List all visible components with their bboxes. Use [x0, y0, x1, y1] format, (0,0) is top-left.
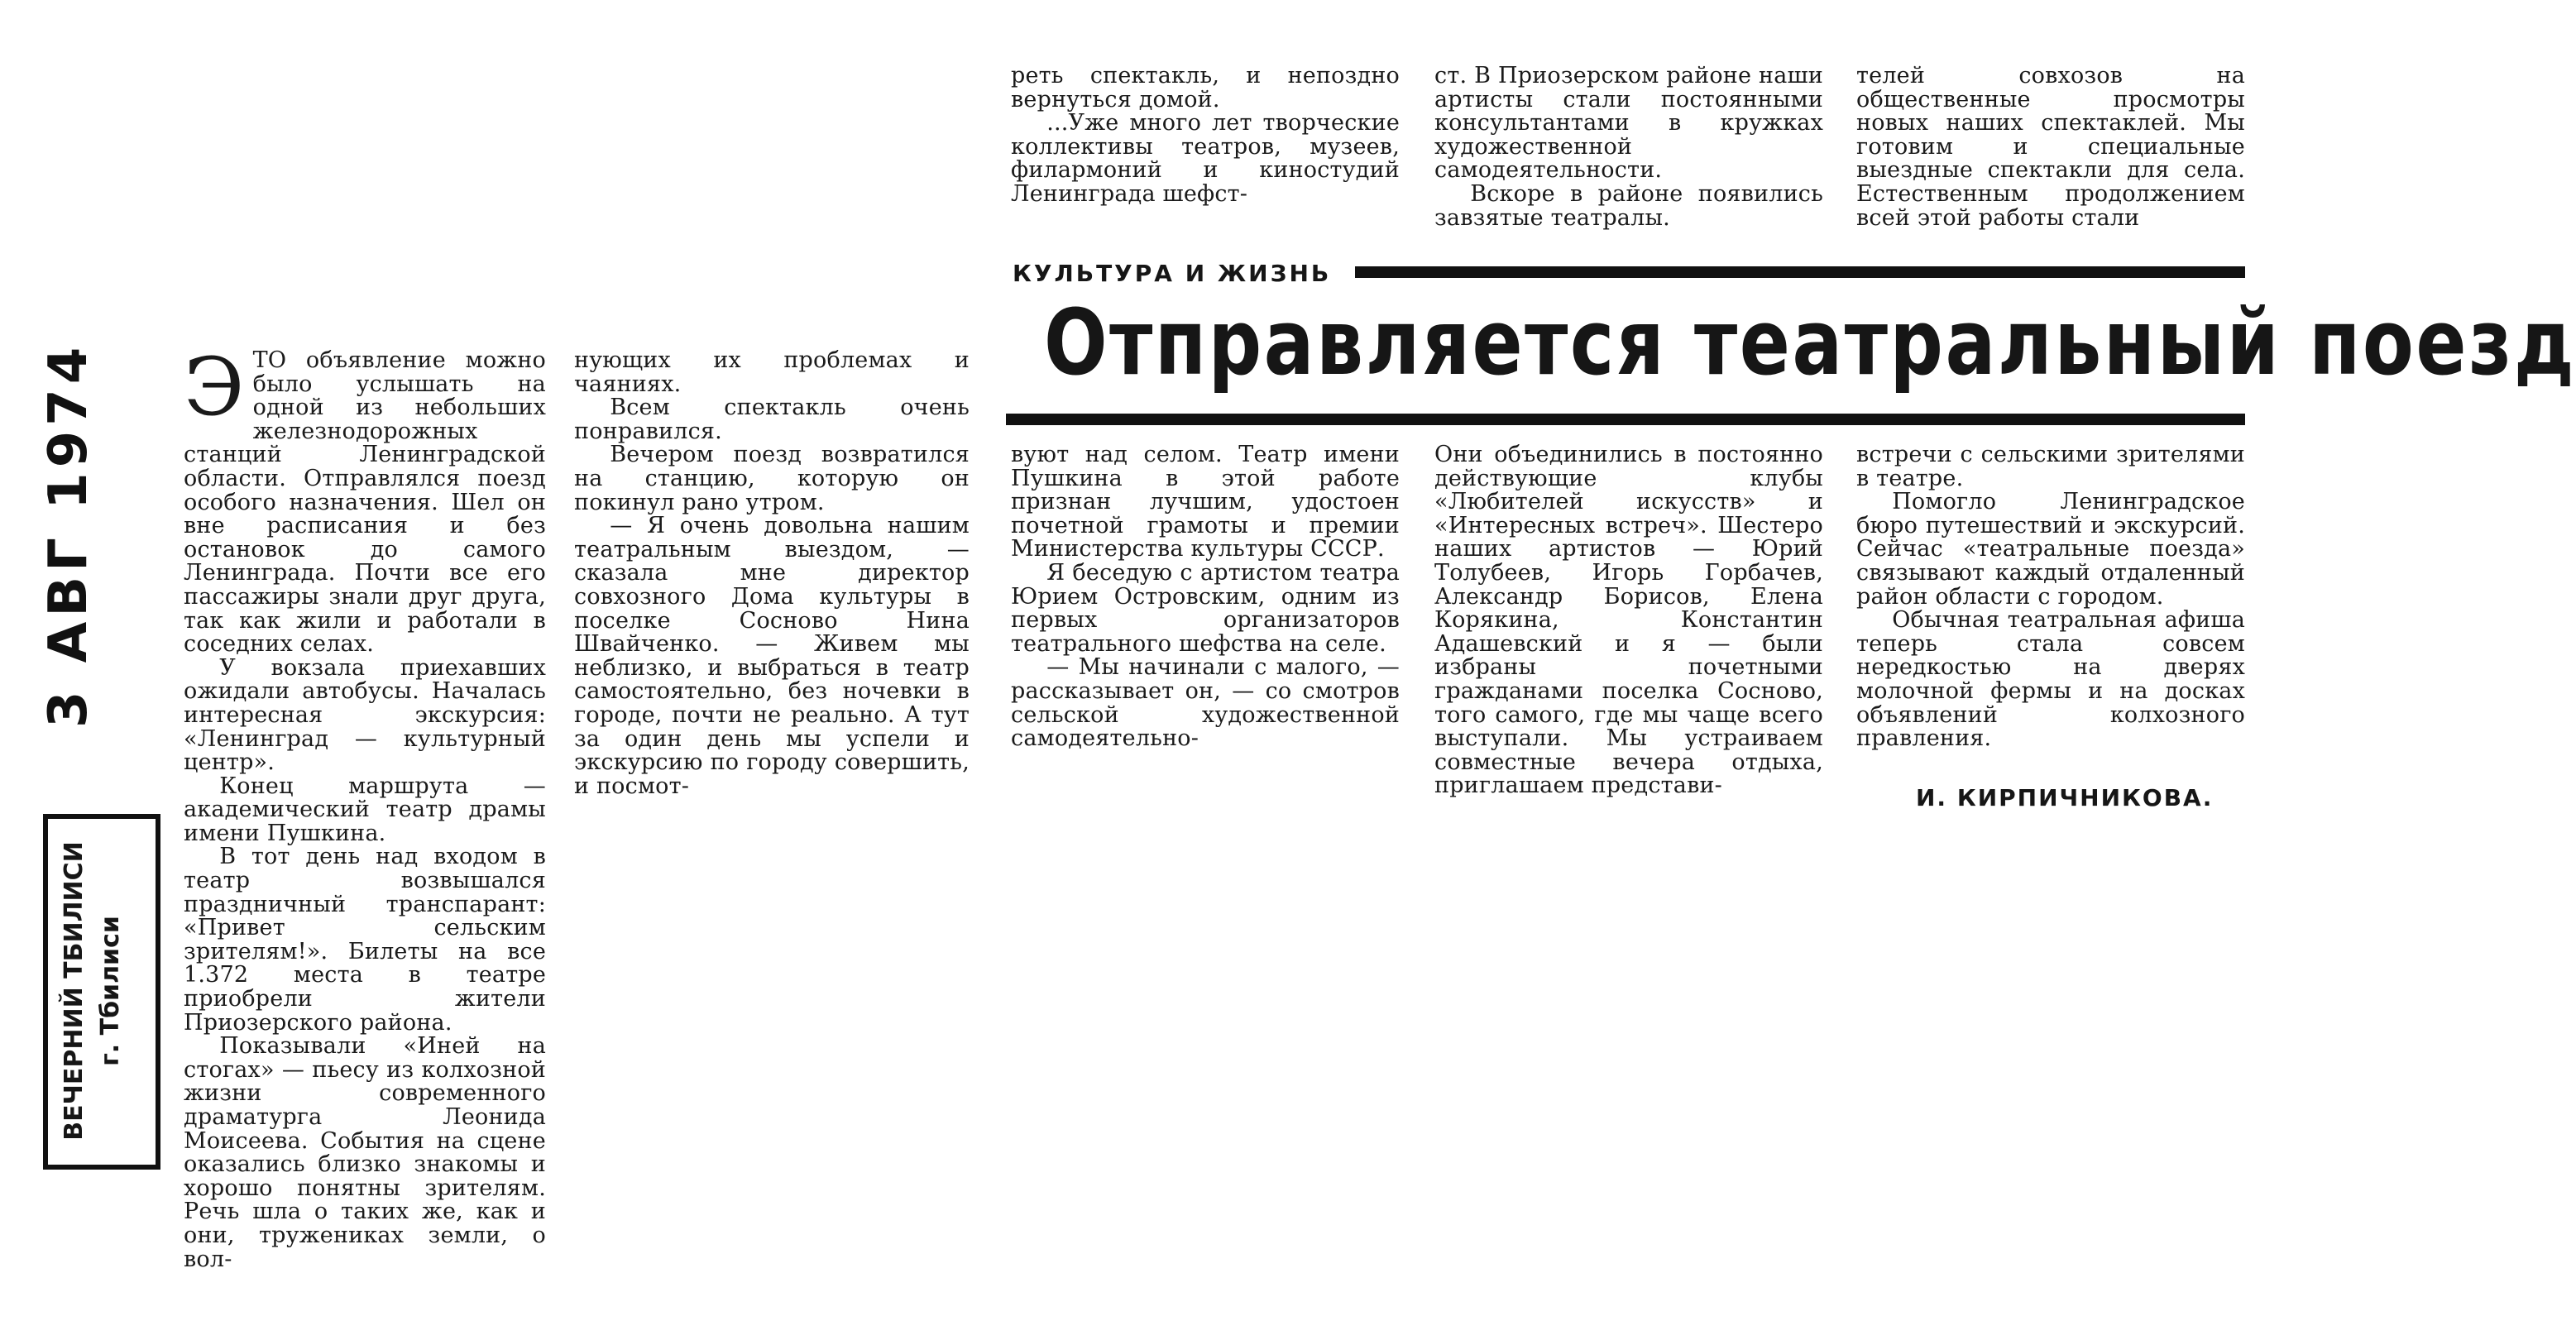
paragraph: В тот день над входом в театр возвышался праздничный транспарант: «Привет сельским зрителям!». Билеты на все 1.372 места в театре приобрели жители Приозерского района. [184, 844, 546, 1036]
paragraph: У вокзала приехавших ожидали автобусы. Началась интересная экскурсия: «Ленинград — культурный центр». [184, 654, 546, 776]
paragraph: — Мы начинали с малого, — рассказывает он, — со смотров сельской художественной самодеятельно- [1011, 654, 1400, 752]
paragraph: Конец маршрута — академический театр драмы имени Пушкина. [184, 773, 546, 846]
source-stamp-line2: г. Тбилиси [96, 916, 125, 1066]
paragraph: ТО объявление можно было услышать на одной из небольших железнодорожных станций Ленинградской области. Отправлялся поезд особого назначения. Шел он вне расписания и без остановок до самого Ленинграда. Почти все его пассажиры знали друг друга, так как жили и работали в соседних селах. [184, 347, 546, 658]
article-column-3-bottom [1011, 443, 1400, 840]
paragraph: Обычная театральная афиша теперь стала совсем нередкостью на дверях молочной фермы и на досках объявлений колхозного правления. [1856, 607, 2245, 752]
paragraph: Я беседую с артистом театра Юрием Островским, одним из первых организаторов театрального шефства на селе. [1011, 559, 1400, 657]
paragraph: ст. В Приозерском районе наши артисты стали постоянными консультантами в кружках художественной самодеятельности. [1434, 63, 1823, 184]
article-column-5-bottom [1856, 443, 2245, 774]
paragraph: Они объединились в постоянно действующие клубы «Любителей искусств» и «Интересных встреч». Шестеро наших артистов — Юрий Толубеев, Игорь Горбачев, Александр Борисов, Елена Корякина, Константин Адашевский и я — были избраны почетными гражданами поселка Сосново, того самого, где мы чаще всего выступали. Мы устраиваем совместные вечера отдыха, приглашаем представи- [1434, 442, 1823, 799]
article-column-3-top [1011, 65, 1400, 246]
source-stamp [43, 814, 160, 1170]
paragraph: вуют над селом. Театр имени Пушкина в этой работе признан лучшим, удостоен почетной грамоты и премии Министерства культуры СССР. [1011, 442, 1400, 562]
paragraph: Вскоре в районе появились завзятые театралы. [1434, 180, 1823, 231]
paragraph: Показывали «Иней на стогах» — пьесу из колхозной жизни современного драматурга Леонида Моисеева. События на сцене оказались близко знакомы и хорошо понятны зрителям. Речь шла о таких же, как и они, тружениках земли, о вол- [184, 1033, 546, 1272]
article-column-2 [574, 349, 970, 845]
paragraph: реть спектакль, и непоздно вернуться домой. [1011, 63, 1400, 112]
article-column-5-top [1856, 65, 2245, 246]
section-rubric: КУЛЬТУРА И ЖИЗНЬ [1013, 260, 1332, 287]
date-stamp: 3 АВГ 1974 [38, 342, 99, 728]
article-column-1 [184, 341, 546, 1302]
paragraph: Всем спектакль очень понравился. [574, 395, 970, 444]
paragraph: встречи с сельскими зрителями в театре. [1856, 442, 2245, 491]
rubric-rule [1355, 266, 2245, 278]
paragraph: — Я очень довольна нашим театральным выездом, — сказала мне директор совхозного Дома культуры в поселке Сосново Нина Швайченко. — Живем мы неблизко, и выбраться в театр самостоятельно, без ночевки в городе, почти не реально. А тут за один день мы успели и экскурсию по городу совершить, и посмот- [574, 513, 970, 799]
headline-rule [1006, 414, 2245, 425]
paragraph: телей совхозов на общественные просмотры новых наших спектаклей. Мы готовим и специальные выездные спектакли для села. Естественным продолжением всей этой работы стали [1856, 63, 2245, 231]
author-signature: И. КИРПИЧНИКОВА. [1916, 784, 2214, 811]
paragraph: Помогло Ленинградское бюро путешествий и экскурсий. Сейчас «театральные поезда» связывают каждый отдаленный район области с городом. [1856, 489, 2245, 610]
source-stamp-line1: ВЕЧЕРНИЙ ТБИЛИСИ [60, 841, 89, 1141]
paragraph: Вечером поезд возвратился на станцию, которую он покинул рано утром. [574, 442, 970, 515]
article-column-4-top [1434, 65, 1823, 246]
drop-cap: Э [184, 341, 245, 433]
article-column-4-bottom [1434, 443, 1823, 840]
source-stamp-text [56, 834, 129, 1148]
paragraph: ...Уже много лет творческие коллективы театров, музеев, филармоний и киностудий Ленинграда шефст- [1011, 110, 1400, 207]
paragraph: нующих их проблемах и чаяниях. [574, 347, 970, 397]
headline: Отправляется театральный поезд [1044, 290, 2576, 395]
